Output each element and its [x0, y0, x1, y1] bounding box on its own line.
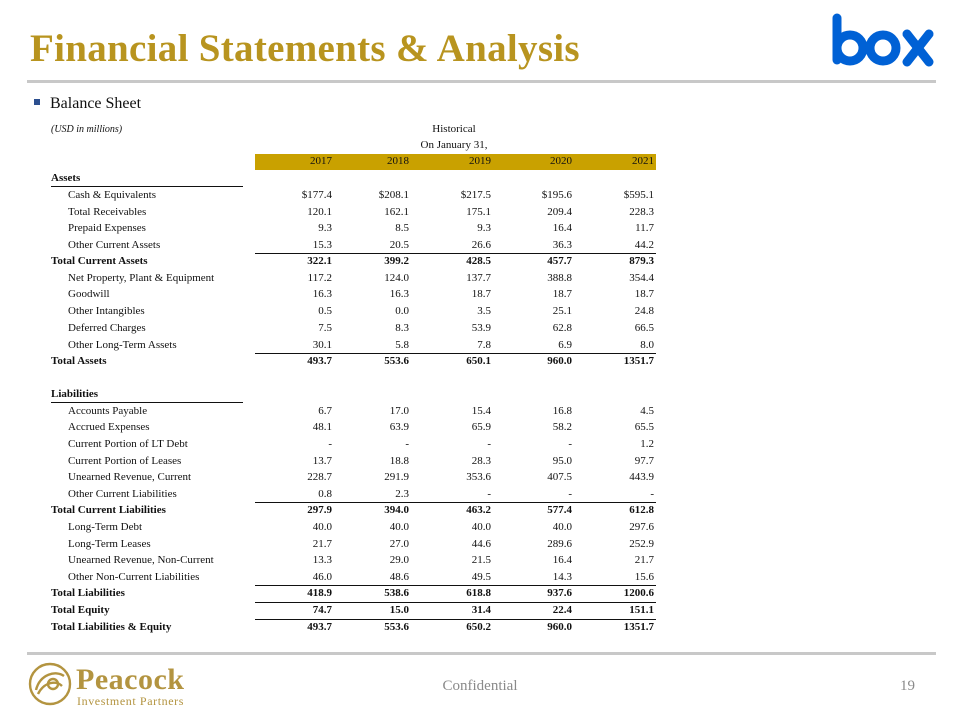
- table-cell: 7.8: [477, 339, 491, 351]
- table-row: [0, 272, 960, 287]
- table-cell: 612.8: [629, 504, 654, 516]
- table-row: [0, 455, 960, 470]
- table-cell: $177.4: [301, 189, 332, 201]
- table-cell: -: [568, 438, 572, 450]
- table-cell: 553.6: [384, 621, 409, 633]
- table-cell: 31.4: [471, 604, 491, 616]
- table-cell: 1.2: [640, 438, 654, 450]
- table-cell: 20.5: [389, 239, 409, 251]
- table-cell: 28.3: [471, 455, 491, 467]
- table-cell: -: [487, 438, 491, 450]
- table-row: [0, 305, 960, 320]
- table-cell: 162.1: [384, 206, 409, 218]
- table-cell: 418.9: [307, 587, 332, 599]
- table-cell: 11.7: [635, 222, 654, 234]
- table-cell: 95.0: [552, 455, 572, 467]
- table-cell: 463.2: [466, 504, 491, 516]
- row-label-total-assets: Total Assets: [51, 355, 107, 367]
- table-row: [0, 621, 960, 636]
- liabilities-heading-row: [0, 388, 960, 403]
- row-label-other-non-current-liabilities: Other Non-Current Liabilities: [68, 571, 200, 583]
- historical-heading: Historical: [432, 123, 476, 135]
- table-cell: 650.1: [466, 355, 491, 367]
- table-cell: 8.5: [395, 222, 409, 234]
- row-label-total-liabilities: Total Liabilities: [51, 587, 125, 599]
- table-cell: 4.5: [640, 405, 654, 417]
- table-cell: 937.6: [547, 587, 572, 599]
- table-cell: 960.0: [547, 355, 572, 367]
- table-cell: 16.3: [312, 288, 332, 300]
- table-cell: 36.3: [552, 239, 572, 251]
- table-cell: 3.5: [477, 305, 491, 317]
- table-cell: 399.2: [384, 255, 409, 267]
- table-cell: 15.6: [634, 571, 654, 583]
- table-row: [0, 571, 960, 586]
- section-label: Balance Sheet: [50, 95, 142, 112]
- table-row: [0, 438, 960, 453]
- row-label-total-liabilities-and-equity: Total Liabilities & Equity: [51, 621, 172, 633]
- table-cell: -: [568, 488, 572, 500]
- table-cell: 16.3: [389, 288, 409, 300]
- table-cell: 26.6: [471, 239, 491, 251]
- table-cell: 5.8: [395, 339, 409, 351]
- table-cell: 48.6: [389, 571, 409, 583]
- table-cell: 407.5: [547, 471, 572, 483]
- year-header: 2017: [310, 155, 332, 167]
- table-cell: 388.8: [547, 272, 572, 284]
- table-row: [0, 471, 960, 486]
- table-row: [0, 538, 960, 553]
- table-cell: 21.5: [471, 554, 491, 566]
- table-cell: 6.9: [558, 339, 572, 351]
- period-heading: On January 31,: [420, 139, 488, 151]
- table-cell: $195.6: [541, 189, 572, 201]
- table-cell: 29.0: [389, 554, 409, 566]
- units-note: (USD in millions): [51, 124, 123, 135]
- table-cell: 18.7: [634, 288, 654, 300]
- year-header: 2021: [632, 155, 654, 167]
- table-cell: 209.4: [547, 206, 572, 218]
- table-cell: 62.8: [552, 322, 572, 334]
- table-cell: 7.5: [318, 322, 332, 334]
- row-label-prepaid-expenses: Prepaid Expenses: [68, 222, 146, 234]
- table-cell: 40.0: [389, 521, 409, 533]
- table-cell: 14.3: [552, 571, 572, 583]
- row-label-cash-and-equivalents: Cash & Equivalents: [68, 189, 156, 201]
- table-cell: 394.0: [384, 504, 409, 516]
- table-cell: 24.8: [634, 305, 654, 317]
- table-cell: 175.1: [466, 206, 491, 218]
- box-logo: [830, 12, 936, 76]
- table-cell: 15.4: [471, 405, 491, 417]
- table-cell: 18.7: [552, 288, 572, 300]
- top-divider: [27, 80, 936, 83]
- table-cell: 0.5: [318, 305, 332, 317]
- total-rule: [255, 619, 656, 620]
- peacock-feather-icon: [26, 660, 74, 712]
- row-label-total-equity: Total Equity: [51, 604, 110, 616]
- table-row: [0, 206, 960, 221]
- table-cell: 65.9: [471, 421, 491, 433]
- table-cell: 15.3: [312, 239, 332, 251]
- row-label-accrued-expenses: Accrued Expenses: [68, 421, 150, 433]
- row-label-long-term-debt: Long-Term Debt: [68, 521, 143, 533]
- table-cell: 650.2: [466, 621, 491, 633]
- table-cell: 443.9: [629, 471, 654, 483]
- row-label-other-current-liabilities: Other Current Liabilities: [68, 488, 177, 500]
- table-cell: 21.7: [634, 554, 654, 566]
- table-cell: 49.5: [471, 571, 491, 583]
- page-title: Financial Statements & Analysis: [30, 27, 580, 70]
- table-row: [0, 504, 960, 519]
- table-cell: 2.3: [395, 488, 409, 500]
- row-label-current-portion-of-leases: Current Portion of Leases: [68, 455, 182, 467]
- table-cell: 46.0: [312, 571, 332, 583]
- table-cell: 297.9: [307, 504, 332, 516]
- table-cell: 618.8: [466, 587, 491, 599]
- table-row: [0, 421, 960, 436]
- table-cell: 53.9: [471, 322, 491, 334]
- row-label-goodwill: Goodwill: [68, 288, 110, 300]
- table-cell: 66.5: [634, 322, 654, 334]
- row-label-total-current-assets: Total Current Assets: [51, 255, 148, 267]
- table-row: [0, 339, 960, 354]
- table-cell: 40.0: [312, 521, 332, 533]
- table-cell: 40.0: [471, 521, 491, 533]
- row-label-total-current-liabilities: Total Current Liabilities: [51, 504, 166, 516]
- row-label-current-portion-of-lt-debt: Current Portion of LT Debt: [68, 438, 188, 450]
- table-cell: 16.8: [552, 405, 572, 417]
- table-row: [0, 488, 960, 503]
- table-cell: 44.2: [634, 239, 654, 251]
- row-label-unearned-revenue-non-current: Unearned Revenue, Non-Current: [68, 554, 214, 566]
- table-cell: 65.5: [634, 421, 654, 433]
- table-cell: -: [405, 438, 409, 450]
- table-cell: 8.0: [640, 339, 654, 351]
- table-row: [0, 521, 960, 536]
- table-row: [0, 355, 960, 370]
- table-row: [0, 239, 960, 254]
- bottom-divider: [27, 652, 936, 655]
- row-label-other-intangibles: Other Intangibles: [68, 305, 145, 317]
- table-cell: 577.4: [547, 504, 572, 516]
- table-cell: 58.2: [552, 421, 572, 433]
- page-number: 19: [900, 678, 915, 694]
- table-cell: 960.0: [547, 621, 572, 633]
- table-row: [0, 255, 960, 270]
- table-row: [0, 222, 960, 237]
- table-cell: 74.7: [312, 604, 332, 616]
- confidential-label: Confidential: [442, 678, 518, 694]
- table-cell: 457.7: [547, 255, 572, 267]
- table-cell: 17.0: [389, 405, 409, 417]
- table-cell: 9.3: [318, 222, 332, 234]
- table-cell: 18.8: [389, 455, 409, 467]
- table-cell: 48.1: [312, 421, 332, 433]
- table-cell: 13.7: [312, 455, 332, 467]
- table-cell: 289.6: [547, 538, 572, 550]
- table-cell: 9.3: [477, 222, 491, 234]
- table-cell: 353.6: [466, 471, 491, 483]
- table-row: [0, 189, 960, 204]
- total-rule: [255, 602, 656, 603]
- table-cell: 291.9: [384, 471, 409, 483]
- row-label-unearned-revenue-current: Unearned Revenue, Current: [68, 471, 192, 483]
- table-cell: 538.6: [384, 587, 409, 599]
- row-label-accounts-payable: Accounts Payable: [68, 405, 148, 417]
- table-cell: 21.7: [312, 538, 332, 550]
- table-cell: 0.0: [395, 305, 409, 317]
- table-cell: 493.7: [307, 355, 332, 367]
- table-cell: 16.4: [552, 554, 572, 566]
- table-cell: $595.1: [623, 189, 654, 201]
- total-rule: [255, 502, 656, 503]
- footer-company-subtitle: Investment Partners: [77, 694, 185, 708]
- year-header: 2018: [387, 155, 409, 167]
- row-label-long-term-leases: Long-Term Leases: [68, 538, 151, 550]
- table-cell: 137.7: [466, 272, 491, 284]
- table-cell: 22.4: [552, 604, 572, 616]
- table-cell: 252.9: [629, 538, 654, 550]
- liabilities-heading: Liabilities: [51, 388, 99, 400]
- liabilities-heading-underline: [51, 402, 243, 403]
- table-cell: -: [650, 488, 654, 500]
- row-label-net-property-plant-and-equipment: Net Property, Plant & Equipment: [68, 272, 215, 284]
- table-cell: -: [328, 438, 332, 450]
- table-cell: 124.0: [384, 272, 409, 284]
- table-cell: 228.3: [629, 206, 654, 218]
- table-cell: 6.7: [318, 405, 332, 417]
- table-cell: 1351.7: [623, 355, 654, 367]
- table-cell: 228.7: [307, 471, 332, 483]
- table-row: [0, 554, 960, 569]
- table-cell: 322.1: [307, 255, 332, 267]
- assets-heading: Assets: [51, 172, 81, 184]
- table-row: [0, 288, 960, 303]
- table-cell: 63.9: [389, 421, 409, 433]
- row-label-other-current-assets: Other Current Assets: [68, 239, 161, 251]
- table-cell: 15.0: [389, 604, 409, 616]
- year-header: 2019: [469, 155, 491, 167]
- section-bullet: [34, 95, 141, 113]
- table-cell: 120.1: [307, 206, 332, 218]
- table-cell: 13.3: [312, 554, 332, 566]
- table-cell: 0.8: [318, 488, 332, 500]
- row-label-other-long-term-assets: Other Long-Term Assets: [68, 339, 177, 351]
- table-cell: 493.7: [307, 621, 332, 633]
- total-rule: [255, 253, 656, 254]
- table-cell: 25.1: [552, 305, 572, 317]
- table-cell: 879.3: [629, 255, 654, 267]
- table-row: [0, 322, 960, 337]
- table-cell: 428.5: [466, 255, 491, 267]
- table-cell: 297.6: [629, 521, 654, 533]
- row-label-deferred-charges: Deferred Charges: [68, 322, 146, 334]
- table-cell: 27.0: [389, 538, 409, 550]
- table-row: [0, 604, 960, 619]
- bullet-square-icon: [34, 99, 40, 105]
- table-cell: $208.1: [378, 189, 409, 201]
- table-cell: 1200.6: [623, 587, 654, 599]
- total-rule: [255, 353, 656, 354]
- table-cell: 354.4: [629, 272, 654, 284]
- total-rule: [255, 585, 656, 586]
- assets-heading-row: [0, 172, 960, 187]
- table-cell: 117.2: [307, 272, 332, 284]
- table-cell: 40.0: [552, 521, 572, 533]
- table-cell: 97.7: [634, 455, 654, 467]
- table-row: [0, 587, 960, 602]
- year-header: 2020: [550, 155, 572, 167]
- table-cell: -: [487, 488, 491, 500]
- table-cell: 30.1: [312, 339, 332, 351]
- table-cell: 1351.7: [623, 621, 654, 633]
- table-cell: 16.4: [552, 222, 572, 234]
- table-cell: 18.7: [471, 288, 491, 300]
- assets-heading-underline: [51, 186, 243, 187]
- footer-company-name: Peacock: [76, 663, 185, 696]
- table-cell: 8.3: [395, 322, 409, 334]
- table-cell: 151.1: [629, 604, 654, 616]
- row-label-total-receivables: Total Receivables: [68, 206, 147, 218]
- table-row: [0, 405, 960, 420]
- table-cell: $217.5: [460, 189, 491, 201]
- table-cell: 44.6: [471, 538, 491, 550]
- table-cell: 553.6: [384, 355, 409, 367]
